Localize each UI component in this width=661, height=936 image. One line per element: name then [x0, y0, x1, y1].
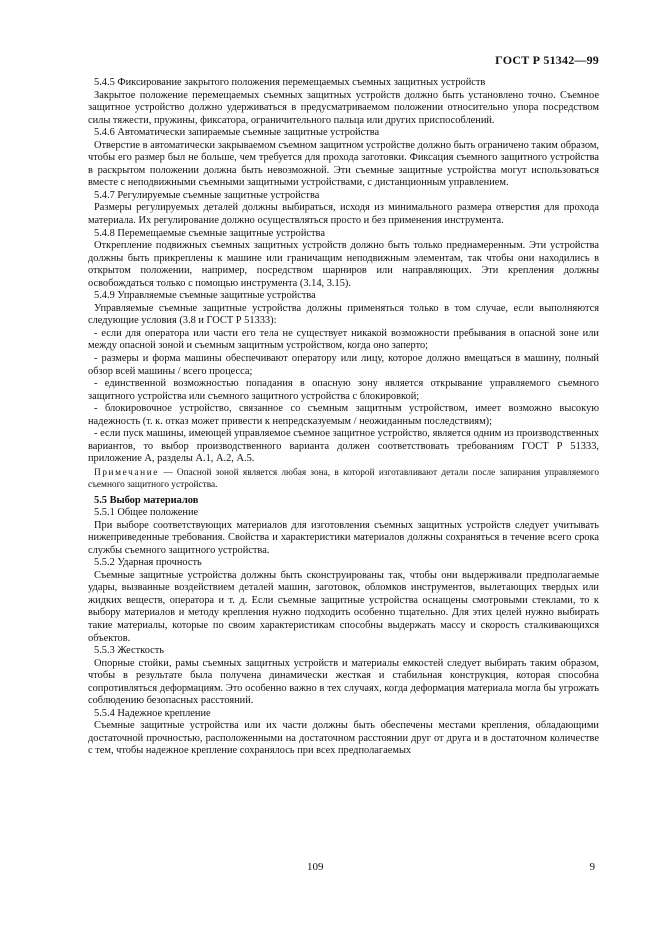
section-5-4-5-heading: 5.4.5 Фиксирование закрытого положения перемещаемых съемных защитных устройств [94, 77, 486, 88]
section-5-5-4-heading: 5.5.4 Надежное крепление [94, 707, 211, 719]
note-label: Примечание [94, 467, 159, 478]
condition-item: - размеры и форма машины обеспечивают оператору или лицу, которое должно вмещаться в машину, полный обзор всей машины / всего процесса; [88, 353, 599, 377]
section-5-4-8-text: Открепление подвижных съемных защитных устройств должно быть только преднамеренным. Эти устройства должны быть прикреплены к машине или граничащим неподвижным элементам, так чтобы они находились в открытом положении, например, посредством шарниров или направляющих. Эти крепления должны освобождаться только с помощью инструмента (3.14, 3.15). [88, 240, 599, 289]
section-5-5-heading: 5.5 Выбор материалов [94, 494, 199, 506]
section-5-4-9-intro: Управляемые съемные защитные устройства должны применяться только в том случае, если выполняются следующие условия (3.8 и ГОСТ Р 51333): [88, 302, 599, 327]
section-5-5-1-text: При выборе соответствующих материалов для изготовления съемных защитных устройств следует учитывать нижеприведенные требования. Свойства и характеристики материалов должны сохраняться в течение всего срока службы съемного защитного устройства. [88, 519, 599, 556]
section-5-5-3-text: Опорные стойки, рамы съемных защитных устройств и материалы емкостей следует выбирать таким образом, чтобы в результате была получена динамически жесткая и стабильная конструкция, которая способна сопротивляться деформациям. Это особенно важно в тех случаях, когда деформация материала могла бы угрожать соблюдению безопасных расстояний. [88, 657, 599, 707]
page-number: 9 [589, 861, 595, 873]
section-5-5-2-text: Съемные защитные устройства должны быть сконструированы так, чтобы они выдерживали предполагаемые удары, вызванные воздействием деталей машин, заготовок, обломков инструментов, вылетающих твердых или жидких веществ, оператора и т. д. Если съемные защитные устройства оснащены смотровыми стеклами, то к выбору материалов и методу крепления нужно подходить особенно тщательно. Для этих целей нужно выбирать такие материалы, которые по своим характеристикам способны выдержать массу и скорость сталкивающихся объектов. [88, 569, 599, 644]
section-5-4-5-text: Закрытое положение перемещаемых съемных защитных устройств должно быть установлено точно. Съемное защитное устройство должно удерживаться в предусматриваемом положении относительно упора посредством силы тяжести, пружины, фиксатора, ограничительного пальца или других приспособлений. [88, 89, 599, 126]
document-body [88, 77, 599, 758]
condition-item: - единственной возможностью попадания в опасную зону является открывание управляемого съемного защитного устройства или съемного защитного устройства с блокировкой; [88, 378, 599, 402]
section-5-5-3-heading: 5.5.3 Жесткость [94, 645, 165, 657]
document-header: ГОСТ Р 51342—99 [495, 53, 599, 67]
section-5-4-6-text: Отверстие в автоматически закрываемом съемном защитном устройстве должно быть ограничено таким образом, чтобы его размер был не больше, чем требуется для прохода заготовки. Фиксация съемного защитного устройства в раскрытом положении должна быть невозможной. Эти съемные защитные устройства могут использоваться вместе с неподвижными съемными защитными устройствами, с дистанционным управлением. [88, 139, 599, 189]
section-5-5-4-text: Съемные защитные устройства или их части должны быть обеспечены местами крепления, обладающими достаточной прочностью, расположенными на достаточном расстоянии друг от друга и в достаточном количестве с тем, чтобы надежное крепление сохранялось при всех предполагаемых [88, 720, 599, 757]
section-5-4-7-heading: 5.4.7 Регулируемые съемные защитные устройства [94, 189, 320, 201]
section-5-4-6-heading: 5.4.6 Автоматически запираемые съемные защитные устройства [94, 127, 380, 139]
section-5-5-1-heading: 5.5.1 Общее положение [94, 507, 199, 519]
sheet-number: 109 [307, 861, 324, 873]
section-5-4-9-heading: 5.4.9 Управляемые съемные защитные устройства [94, 290, 316, 302]
condition-item: - если для оператора или части его тела не существует никакой возможности пребывания в опасной зоне или между опасной зоной и съемным защитным устройством, когда оно заперто; [88, 327, 599, 352]
condition-item: - блокировочное устройство, связанное со съемным защитным устройством, имеет возможно высокую надежность (т. к. отказ может привести к непредсказуемым / неожиданным последствиям); [88, 403, 599, 427]
section-5-5-2-heading: 5.5.2 Ударная прочность [94, 557, 202, 569]
section-5-4-8-heading: 5.4.8 Перемещаемые съемные защитные устройства [94, 227, 325, 239]
condition-item: - если пуск машины, имеющей управляемое съемное защитное устройство, является одним из производственных вариантов, то выбор производственного варианта должен соответствовать требованиям ГОСТ Р 51333, приложение А, разделы А.1, А.2, А.5. [88, 428, 599, 465]
note-text: — Опасной зоной является любая зона, в которой изготавливают детали после запирания управляемого съемного защитного устройства. [88, 467, 599, 491]
section-5-4-7-text: Размеры регулируемых деталей должны выбираться, исходя из минимального размера отверстия для прохода материала. Их регулирование должно осуществляться просто и без применения инструмента. [88, 202, 599, 227]
note [88, 467, 599, 492]
